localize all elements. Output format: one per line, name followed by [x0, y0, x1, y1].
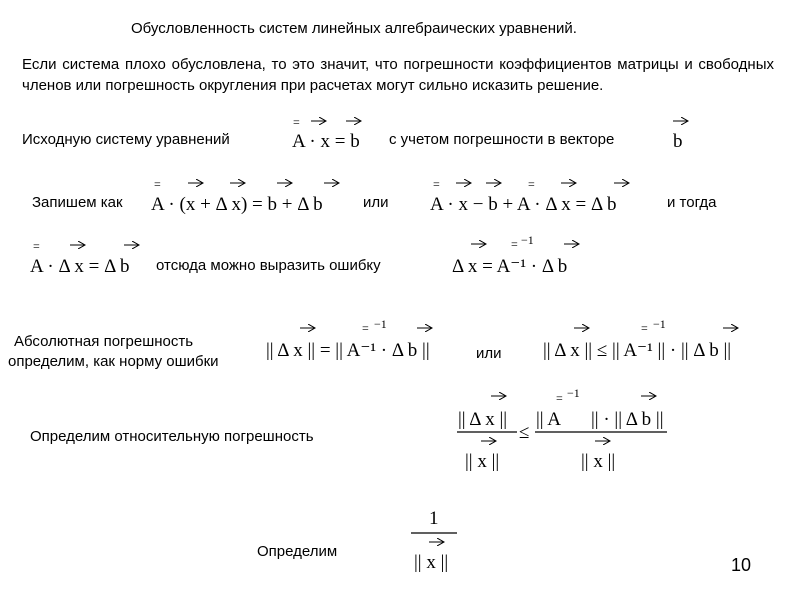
formula-abs-norm-text: || Δ x || = || A⁻¹ · Δ b ||	[266, 340, 430, 361]
formula-abs-norm	[264, 314, 456, 364]
formula-relative-error	[453, 380, 675, 474]
formula-error-solution	[449, 230, 589, 280]
or-connector-1: или	[363, 194, 389, 211]
formula-perturbed	[148, 174, 348, 218]
and-then-label: и тогда	[667, 194, 717, 211]
svg-text:=: =	[641, 321, 648, 335]
formula-system-text: A · x = b	[292, 131, 360, 152]
express-error-label: отсюда можно выразить ошибку	[156, 257, 381, 274]
slide-title: Обусловленность систем линейных алгебраических уравнений.	[131, 20, 577, 37]
svg-text:=: =	[528, 177, 535, 191]
svg-text:|| x ||: || x ||	[414, 552, 449, 573]
absolute-error-label-2: определим, как норму ошибки	[8, 353, 219, 370]
svg-text:=: =	[556, 391, 563, 405]
svg-text:|| A: || A	[536, 409, 562, 430]
relative-error-label: Определим относительную погрешность	[30, 428, 314, 445]
page-number: 10	[731, 555, 752, 575]
vector-error-label: с учетом погрешности в векторе	[389, 131, 615, 148]
formula-vector-b-text: b	[673, 131, 683, 152]
svg-text:|| · || Δ b ||: || · || Δ b ||	[591, 409, 664, 430]
define-label: Определим	[257, 543, 338, 560]
svg-text:1: 1	[429, 508, 439, 529]
svg-text:−1: −1	[374, 317, 387, 331]
formula-abs-bound	[541, 314, 756, 364]
formula-abs-bound-text: || Δ x || ≤ || A⁻¹ || · || Δ b ||	[543, 340, 732, 361]
svg-text:−1: −1	[567, 386, 580, 400]
formula-expanded	[428, 174, 640, 218]
svg-text:=: =	[293, 115, 300, 129]
formula-vector-b	[670, 112, 700, 154]
formula-error-eq-text: A · Δ x = Δ b	[30, 256, 130, 277]
svg-text:|| Δ x ||: || Δ x ||	[458, 409, 508, 430]
svg-text:|| x ||: || x ||	[581, 451, 616, 472]
original-system-label: Исходную систему уравнений	[22, 131, 230, 148]
formula-error-eq	[28, 234, 152, 280]
formula-system	[290, 112, 380, 154]
or-connector-2: или	[476, 345, 502, 362]
svg-text:=: =	[511, 237, 518, 251]
svg-text:=: =	[362, 321, 369, 335]
svg-text:≤: ≤	[519, 422, 530, 443]
write-as-label: Запишем как	[32, 194, 123, 211]
svg-text:=: =	[154, 177, 161, 191]
svg-text:−1: −1	[521, 233, 534, 247]
formula-error-solution-text: Δ x = A⁻¹ · Δ b	[452, 256, 568, 277]
svg-text:=: =	[33, 239, 40, 253]
intro-paragraph: Если система плохо обусловлена, то это значит, что погрешности коэффициентов матрицы и свободных членов или погрешность округления при расчетах могут сильно исказить решение.	[22, 56, 774, 94]
formula-inverse-norm	[407, 502, 463, 576]
formula-perturbed-text: A · (x + Δ x) = b + Δ b	[151, 194, 323, 215]
svg-text:|| x ||: || x ||	[465, 451, 500, 472]
svg-text:=: =	[433, 177, 440, 191]
formula-expanded-text: A · x − b + A · Δ x = Δ b	[430, 194, 617, 215]
absolute-error-label-1: Абсолютная погрешность	[14, 333, 194, 350]
svg-text:−1: −1	[653, 317, 666, 331]
